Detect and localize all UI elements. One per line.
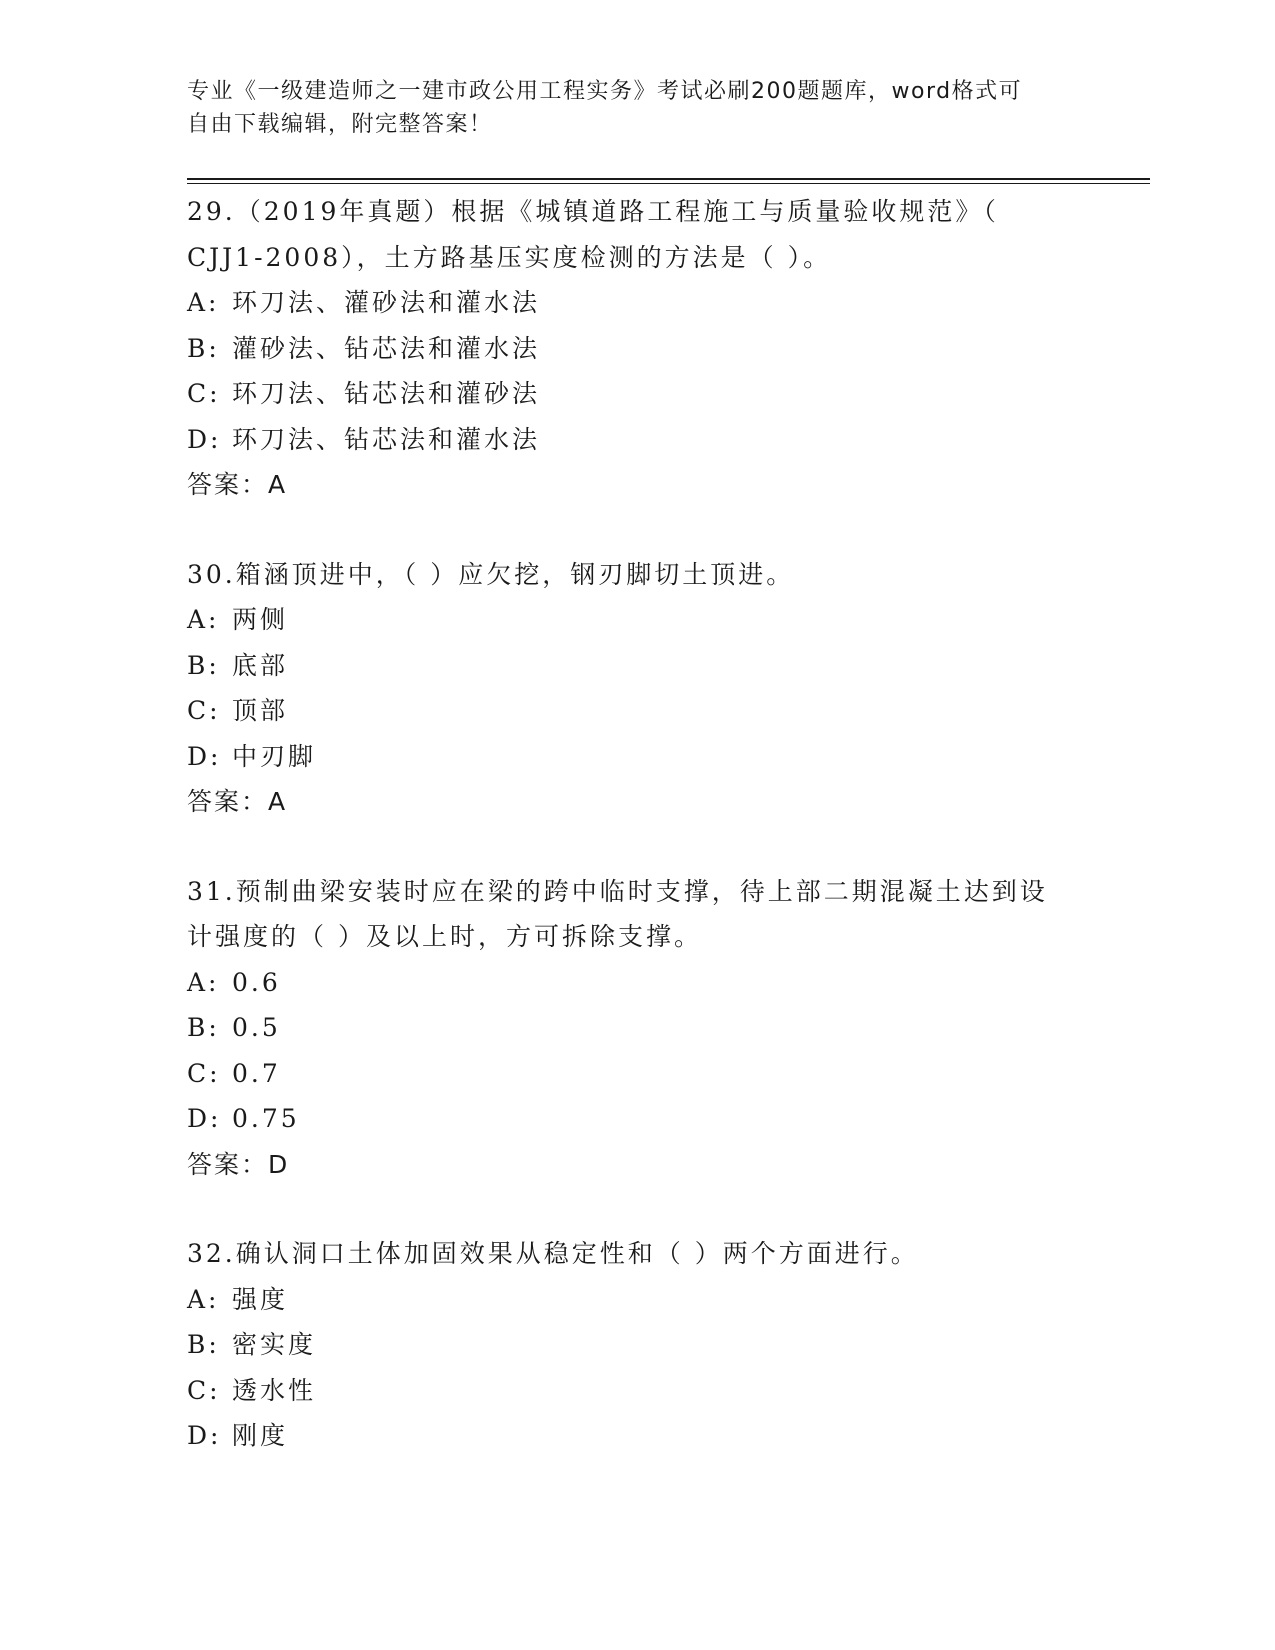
- answer-line: 答案：A: [187, 787, 288, 816]
- question-31: [187, 869, 1087, 1188]
- answer-line: 答案：D: [187, 1149, 290, 1179]
- stem-line: 30.箱涵顶进中，（ ）应欠挖，钢刃脚切土顶进。: [187, 559, 795, 589]
- option-text: 环刀法、灌砂法和灌水法: [232, 288, 541, 317]
- option-text: 两侧: [232, 605, 289, 634]
- option-text: 0.6: [232, 967, 281, 997]
- option-c: [187, 1368, 1087, 1414]
- option-letter: A:: [187, 605, 220, 634]
- question-stem: [187, 1231, 1087, 1277]
- option-text: 0.75: [232, 1104, 300, 1133]
- header-divider: [187, 178, 1150, 180]
- question-list: [187, 189, 1087, 1503]
- option-d: [187, 1096, 1087, 1142]
- option-a: [187, 597, 1087, 643]
- question-32: [187, 1231, 1087, 1459]
- option-letter: A:: [187, 1284, 220, 1314]
- stem-line: 31.预制曲梁安装时应在梁的跨中临时支撑，待上部二期混凝土达到设: [187, 876, 1048, 906]
- option-d: [187, 417, 1087, 463]
- option-letter: B:: [187, 1013, 220, 1042]
- header-line-2: 自由下载编辑，附完整答案！: [187, 112, 493, 137]
- option-text: 底部: [232, 650, 289, 680]
- option-letter: B:: [187, 650, 220, 680]
- option-text: 顶部: [232, 696, 289, 725]
- option-b: [187, 326, 1087, 372]
- question-29: [187, 189, 1087, 508]
- option-letter: C:: [187, 379, 221, 408]
- option-letter: D:: [187, 424, 222, 454]
- document-header: [187, 75, 1087, 141]
- option-text: 环刀法、钻芯法和灌水法: [232, 424, 541, 454]
- option-letter: D:: [187, 1104, 222, 1133]
- stem-line: 计强度的（ ）及以上时，方可拆除支撑。: [187, 922, 702, 951]
- option-d: [187, 734, 1087, 780]
- option-text: 强度: [232, 1284, 289, 1314]
- question-stem: [187, 869, 1087, 960]
- option-letter: D:: [187, 741, 222, 771]
- option-a: [187, 1277, 1087, 1323]
- option-text: 密实度: [232, 1330, 317, 1359]
- option-text: 0.7: [232, 1058, 281, 1088]
- option-b: [187, 1322, 1087, 1368]
- option-d: [187, 1413, 1087, 1459]
- stem-line: 29.（2019年真题）根据《城镇道路工程施工与质量验收规范》（: [187, 197, 999, 226]
- option-text: 刚度: [232, 1421, 289, 1450]
- stem-line: 32.确认洞口土体加固效果从稳定性和（ ）两个方面进行。: [187, 1239, 919, 1268]
- option-text: 0.5: [232, 1013, 281, 1042]
- header-line-1: 专业《一级建造师之一建市政公用工程实务》考试必刷200题题库，word格式可: [187, 79, 1023, 104]
- option-c: [187, 688, 1087, 734]
- option-letter: A:: [187, 967, 220, 997]
- question-30: [187, 552, 1087, 825]
- option-letter: C:: [187, 1375, 221, 1405]
- option-c: [187, 371, 1087, 417]
- option-letter: C:: [187, 1058, 221, 1088]
- stem-line: CJJ1-2008），土方路基压实度检测的方法是（ ）。: [187, 242, 832, 272]
- option-letter: A:: [187, 288, 220, 317]
- option-b: [187, 1005, 1087, 1051]
- answer-line: 答案：A: [187, 470, 288, 499]
- option-letter: B:: [187, 333, 220, 363]
- option-letter: C:: [187, 696, 221, 725]
- question-stem: [187, 189, 1087, 280]
- option-c: [187, 1051, 1087, 1097]
- option-a: [187, 280, 1087, 326]
- header-divider-thin: [187, 183, 1150, 184]
- option-a: [187, 960, 1087, 1006]
- option-letter: B:: [187, 1330, 220, 1359]
- option-text: 环刀法、钻芯法和灌砂法: [232, 379, 541, 408]
- option-text: 透水性: [232, 1375, 317, 1405]
- option-letter: D:: [187, 1421, 222, 1450]
- option-text: 灌砂法、钻芯法和灌水法: [232, 333, 541, 363]
- question-stem: [187, 552, 1087, 598]
- option-b: [187, 643, 1087, 689]
- option-text: 中刃脚: [232, 741, 317, 771]
